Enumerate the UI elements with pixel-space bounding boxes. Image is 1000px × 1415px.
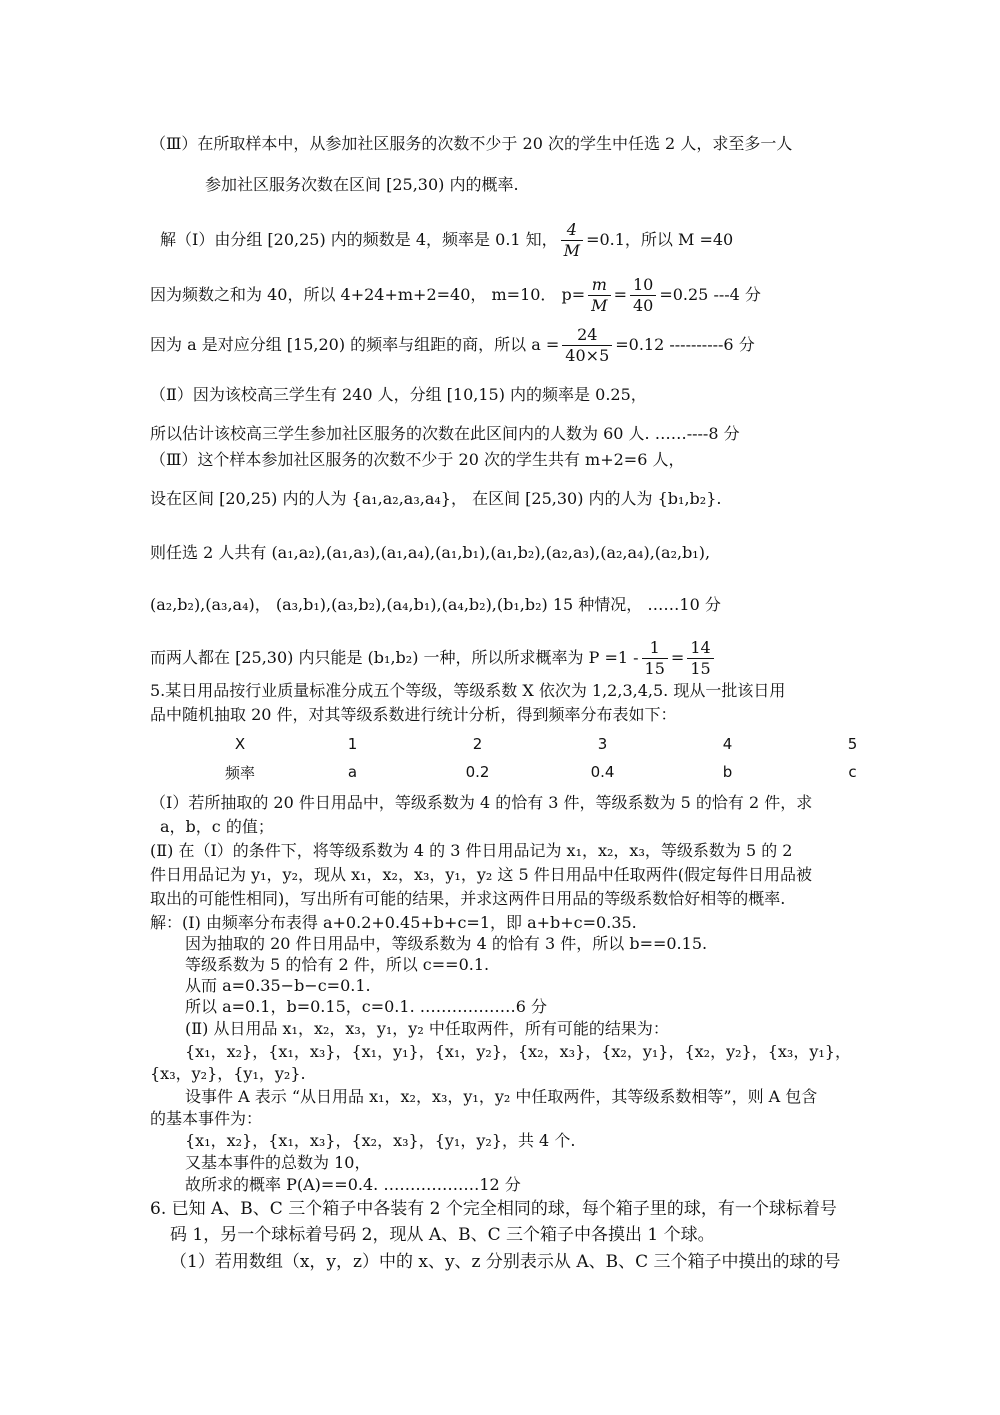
q4-solution-line7: 设在区间 [20,25) 内的人为 {a₁,a₂,a₃,a₄}， 在区间 [25,30) 内的人为 {b₁,b₂}. (150, 489, 722, 508)
table-cell: 0.4 (590, 763, 615, 781)
q4-solution-line6: （Ⅲ）这个样本参加社区服务的次数不少于 20 次的学生共有 m+2=6 人， (150, 450, 685, 469)
q4-solution-line8: 则任选 2 人共有 (a₁,a₂),(a₁,a₃),(a₁,a₄),(a₁,b₁),(a₁,b₂),(a₂,a₃),(a₂,a₄),(a₂,b₁), (150, 543, 711, 562)
fraction: $\frac{14}{15}$ (687, 638, 713, 679)
q5-solution-line12: 又基本事件的总数为 10， (185, 1153, 371, 1172)
q5-solution-line4: 从而 a=0.35−b−c=0.1. (185, 976, 371, 995)
q4-part3-line1: （Ⅲ）在所取样本中，从参加社区服务的次数不少于 20 次的学生中任选 2 人，求至多一人 (150, 134, 793, 153)
q5-solution-line1: 解：(Ⅰ) 由频率分布表得 a+0.2+0.45+b+c=1，即 a+b+c=0.35. (150, 913, 637, 932)
table-cell: c (848, 763, 857, 781)
table-cell: X (234, 735, 246, 753)
q4-solution-line4: （Ⅱ）因为该校高三学生有 240 人，分组 [10,15) 内的频率是 0.25， (150, 385, 647, 404)
fraction: $\frac{10}{40}$ (630, 275, 656, 316)
table-header-row (190, 730, 915, 758)
table-cell: a (347, 763, 358, 781)
q4-solution-line3: 因为 a 是对应分组 [15,20) 的频率与组距的商，所以 a = $\frac{24}{40\times 5}$ =0.12 ----------6 分 (150, 325, 755, 365)
fraction: $\frac{4}{M}$ (561, 220, 583, 261)
q5-solution-line7: {x₁，x₂}，{x₁，x₃}，{x₁，y₁}，{x₁，y₂}，{x₂，x₃}，{x₂，y₁}，{x₂，y₂}，{x₃，y₁}， (185, 1042, 851, 1061)
q5-part1-line2: a，b，c 的值； (160, 817, 274, 836)
table-cell: 4 (722, 735, 733, 753)
q6-part1-line1: （1）若用数组（x，y，z）中的 x、y、z 分别表示从 A、B、C 三个箱子中摸出的球的号 (170, 1252, 841, 1272)
q4-solution-line1: 解（Ⅰ）由分组 [20,25) 内的频数是 4，频率是 0.1 知， $\frac{4}{M}$ =0.1，所以 M =40 (160, 220, 734, 260)
q5-solution-line10: 的基本事件为： (150, 1109, 263, 1128)
table-cell: 1 (347, 735, 358, 753)
table-cell: 5 (847, 735, 858, 753)
q5-solution-line9: 设事件 A 表示 “从日用品 x₁，x₂，x₃，y₁，y₂ 中任取两件，其等级系数相等”，则 A 包含 (185, 1087, 818, 1106)
table-cell: b (722, 763, 733, 781)
q4-solution-line9: (a₂,b₂),(a₃,a₄)， (a₃,b₁),(a₃,b₂),(a₄,b₁),(a₄,b₂),(b₁,b₂) 15 种情况， ……10 分 (150, 595, 721, 614)
q5-solution-line13: 故所求的概率 P(A)==0.4. ………………12 分 (185, 1175, 521, 1194)
q4-solution-line10: 而两人都在 [25,30) 内只能是 (b₁,b₂) 一种，所以所求概率为 P =1 - $\frac{1}{15}$ = $\frac{14}{15}$ (150, 638, 717, 679)
q4-part3-line2: 参加社区服务次数在区间 [25,30) 内的概率. (205, 175, 519, 194)
q6-stem-line2: 码 1，另一个球标着号码 2，现从 A、B、C 三个箱子中各摸出 1 个球。 (170, 1225, 715, 1245)
table-row (190, 758, 915, 786)
q5-stem-line2: 品中随机抽取 20 件，对其等级系数进行统计分析，得到频率分布表如下： (150, 705, 677, 724)
q6-stem-line1: 6. 已知 A、B、C 三个箱子中各装有 2 个完全相同的球，每个箱子里的球，有一个球标着号 (150, 1199, 837, 1219)
q5-solution-line11: {x₁，x₂}，{x₁，x₃}，{x₂，x₃}，{y₁，y₂}，共 4 个. (185, 1131, 576, 1150)
q4-solution-line2: 因为频数之和为 40，所以 4+24+m+2=40， m=10． p= $\frac{m}{M}$ = $\frac{10}{40}$ =0.25 ---4 分 (150, 275, 761, 315)
q5-stem-line1: 5.某日用品按行业质量标准分成五个等级，等级系数 X 依次为 1,2,3,4,5. 现从一批该日用 (150, 681, 786, 700)
table-cell: 2 (472, 735, 483, 753)
fraction: $\frac{24}{40\times 5}$ (562, 325, 612, 366)
frequency-table (190, 730, 915, 786)
fraction: $\frac{m}{M}$ (588, 275, 610, 316)
q5-solution-line8: {x₃，y₂}，{y₁，y₂}. (150, 1064, 306, 1083)
q5-part2-line1: (Ⅱ) 在（Ⅰ）的条件下，将等级系数为 4 的 3 件日用品记为 x₁，x₂，x₃，等级系数为 5 的 2 (150, 841, 793, 860)
fraction: $\frac{1}{15}$ (642, 638, 668, 679)
table-cell: 频率 (224, 763, 255, 782)
q5-solution-line2: 因为抽取的 20 件日用品中，等级系数为 4 的恰有 3 件，所以 b==0.15. (185, 934, 708, 953)
q5-part2-line2: 件日用品记为 y₁，y₂，现从 x₁，x₂，x₃，y₁，y₂ 这 5 件日用品中任取两件(假定每件日用品被 (150, 865, 812, 884)
q4-solution-line5: 所以估计该校高三学生参加社区服务的次数在此区间内的人数为 60 人. ……----8 分 (150, 424, 740, 443)
q5-solution-line5: 所以 a=0.1，b=0.15，c=0.1. ………………6 分 (185, 997, 548, 1016)
table-cell: 0.2 (465, 763, 490, 781)
q5-solution-line3: 等级系数为 5 的恰有 2 件，所以 c==0.1. (185, 955, 490, 974)
q5-solution-line6: (Ⅱ) 从日用品 x₁，x₂，x₃，y₁，y₂ 中任取两件，所有可能的结果为： (185, 1019, 669, 1038)
q5-part2-line3: 取出的可能性相同)，写出所有可能的结果，并求这两件日用品的等级系数恰好相等的概率. (150, 889, 786, 908)
q5-part1-line1: （Ⅰ）若所抽取的 20 件日用品中，等级系数为 4 的恰有 3 件，等级系数为 5 的恰有 2 件，求 (150, 793, 813, 812)
table-cell: 3 (597, 735, 608, 753)
